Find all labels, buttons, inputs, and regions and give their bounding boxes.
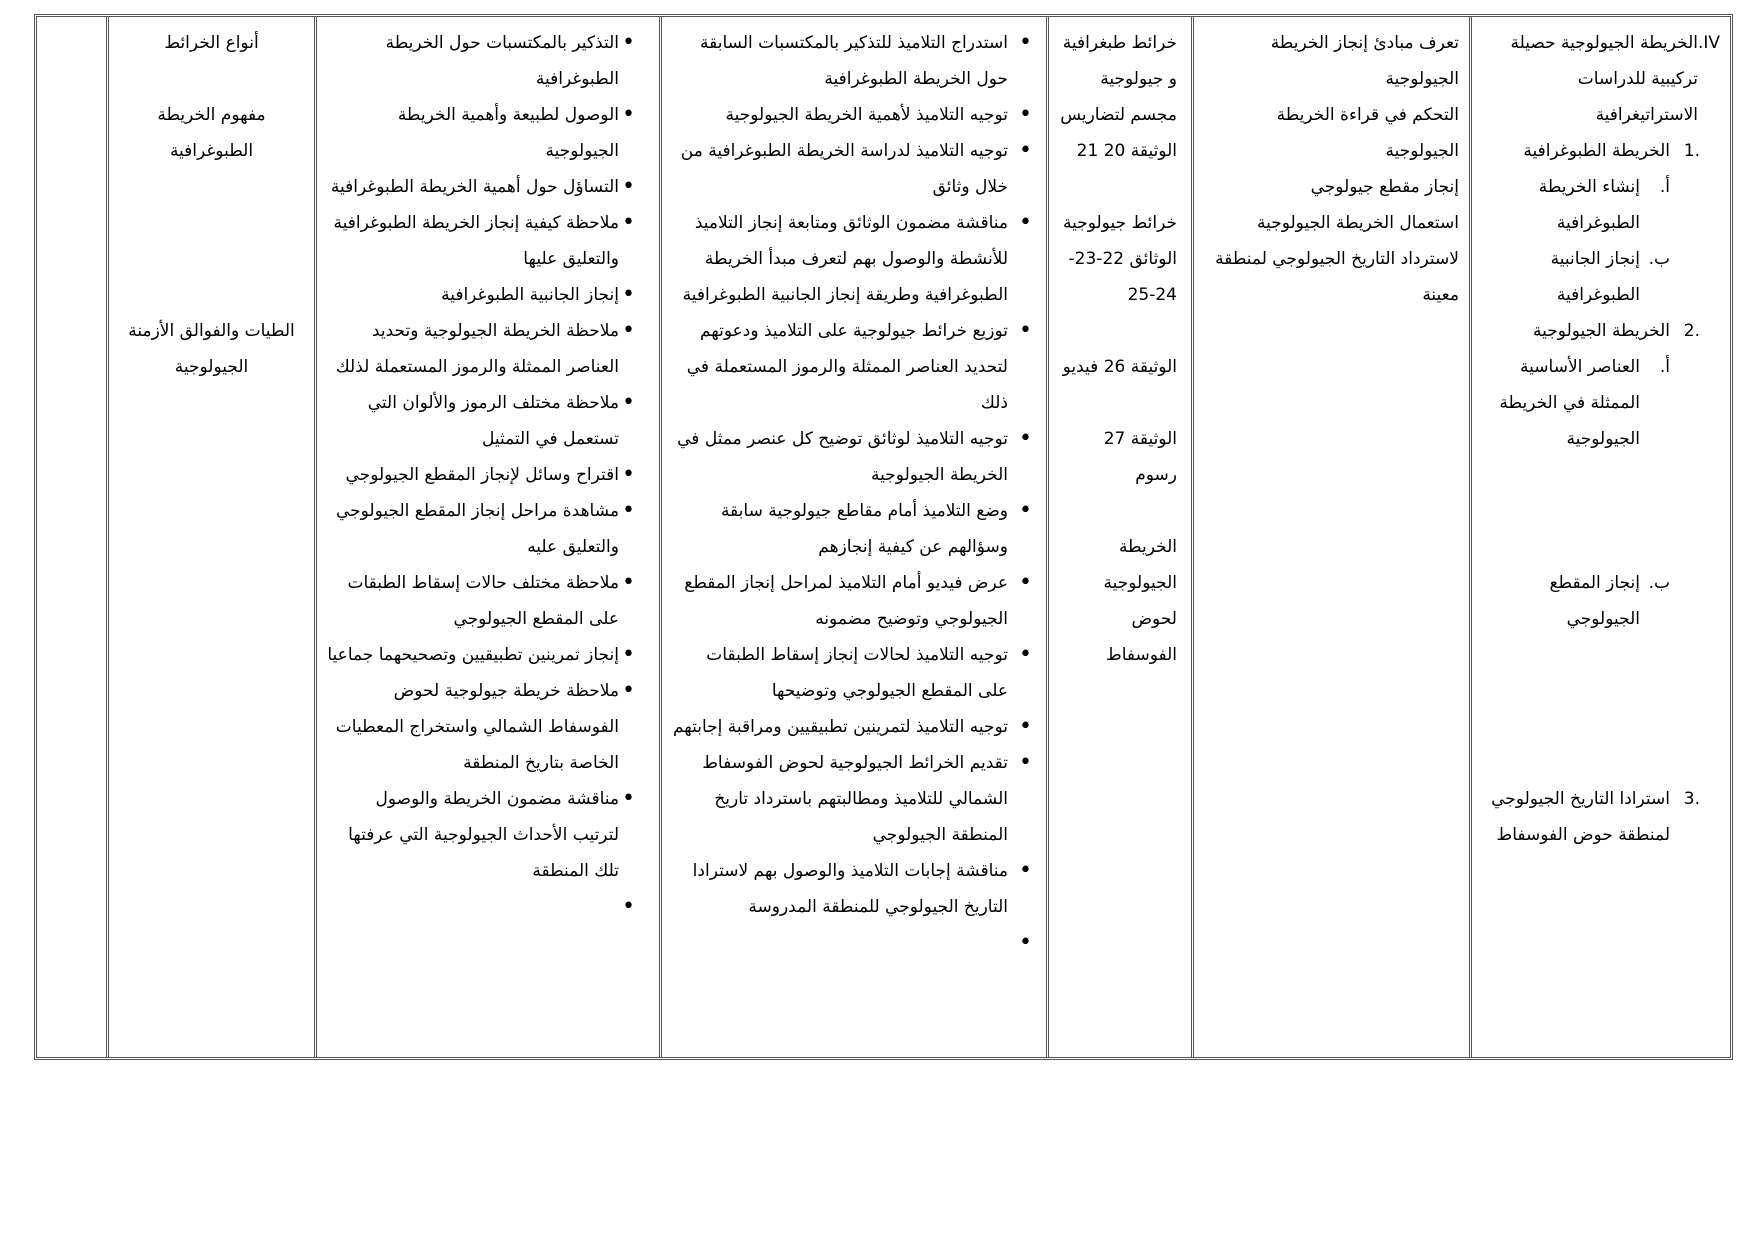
subsection-title: إنجاز المقطع الجيولوجي: [1549, 573, 1640, 629]
goals-cell: [1191, 17, 1469, 1057]
pupil-activity: • ملاحظة مختلف الرموز والألوان التي تستعمل في التمثيل: [327, 385, 649, 457]
pupil-activity: • اقتراح وسائل لإنجاز المقطع الجيولوجي: [327, 457, 649, 493]
subsection-letter: ب.: [1648, 249, 1670, 269]
section-title: استرادا التاريخ الجيولوجي لمنطقة حوض الفوسفاط: [1491, 789, 1670, 845]
subsection-letter: أ.: [1659, 357, 1670, 377]
section-number: .1: [1683, 141, 1700, 161]
media-item: خرائط جيولوجية الوثائق 22-23-24-25: [1062, 213, 1177, 305]
section-title: الخريطة الجيولوجية: [1533, 321, 1670, 341]
topic-main: [1482, 25, 1720, 133]
concept-item: أنواع الخرائط: [164, 33, 259, 53]
media-item: الخريطة الجيولوجية لحوض الفوسفاط: [1103, 537, 1177, 665]
teacher-activity: • توجيه التلاميذ لأهمية الخريطة الجيولوجية: [672, 97, 1036, 133]
lesson-plan-table: [37, 17, 1730, 1057]
section-number: .3: [1683, 789, 1700, 809]
topic-main-title: الخريطة الجيولوجية حصيلة تركيبية للدراسات الاستراتيغرافية: [1510, 33, 1698, 125]
media-item: الوثيقة 27 رسوم: [1103, 429, 1177, 485]
pupil-activity: • مشاهدة مراحل إنجاز المقطع الجيولوجي والتعليق عليه: [327, 493, 649, 565]
teacher-activity: • مناقشة مضمون الوثائق ومتابعة إنجاز التلاميذ للأنشطة والوصول بهم لتعرف مبدأ الخريطة الطبوغرافية وطريقة إنجاز الجانبية الطبوغرافية: [672, 205, 1036, 313]
topic-cell: [1469, 17, 1730, 1057]
teacher-activities-cell: [659, 17, 1046, 1057]
teacher-activity: • توجيه التلاميذ لدراسة الخريطة الطبوغرافية من خلال وثائق: [672, 133, 1036, 205]
subsection-title: إنجاز الجانبية الطبوغرافية: [1550, 249, 1640, 305]
media-item: الوثيقة 26 فيديو: [1062, 357, 1177, 377]
topic-section-2: [1482, 313, 1720, 349]
concepts-cell: [106, 17, 314, 1057]
topic-section-1: [1482, 133, 1720, 169]
lesson-row: [37, 17, 1730, 1057]
pupil-activity: • ملاحظة كيفية إنجاز الخريطة الطبوغرافية والتعليق عليها: [327, 205, 649, 277]
teacher-activity: • توجيه التلاميذ لحالات إنجاز إسقاط الطبقات على المقطع الجيولوجي وتوضيحها: [672, 637, 1036, 709]
pupil-activity: • التساؤل حول أهمية الخريطة الطبوغرافية: [327, 169, 649, 205]
media-cell: [1046, 17, 1191, 1057]
teacher-activity: • تقديم الخرائط الجيولوجية لحوض الفوسفاط الشمالي للتلاميذ ومطالبتهم باسترداد تاريخ المنطقة الجيولوجي: [672, 745, 1036, 853]
topic-section-2a: [1482, 349, 1720, 457]
teacher-activity: • توجيه التلاميذ لتمرينين تطبيقيين ومراقبة إجابتهم: [672, 709, 1036, 745]
goal-item: التحكم في قراءة الخريطة الجيولوجية: [1276, 105, 1459, 161]
section-number: .2: [1683, 321, 1700, 341]
teacher-activity: • استدراج التلاميذ للتذكير بالمكتسبات السابقة حول الخريطة الطبوغرافية: [672, 25, 1036, 97]
teacher-activity: • مناقشة إجابات التلاميذ والوصول بهم لاسترادا التاريخ الجيولوجي للمنطقة المدروسة: [672, 853, 1036, 925]
pupil-activity: • مناقشة مضمون الخريطة والوصول لترتيب الأحداث الجيولوجية التي عرفتها تلك المنطقة: [327, 781, 649, 889]
subsection-letter: أ.: [1659, 177, 1670, 197]
concept-item: الطيات والفوالق الأزمنة الجيولوجية: [128, 321, 295, 377]
topic-section-1a: [1482, 169, 1720, 241]
media-item: خرائط طبغرافية و جيولوجية مجسم لتضاريس الوثيقة 20 21: [1060, 33, 1177, 161]
goal-item: إنجاز مقطع جيولوجي: [1310, 177, 1459, 197]
topic-section-2b: [1482, 565, 1720, 637]
teacher-activity: • عرض فيديو أمام التلاميذ لمراحل إنجاز المقطع الجيولوجي وتوضيح مضمونه: [672, 565, 1036, 637]
subsection-title: العناصر الأساسية الممثلة في الخريطة الجيولوجية: [1499, 357, 1640, 449]
pupil-activities-cell: [314, 17, 659, 1057]
pupil-activity-empty: [327, 889, 649, 925]
lesson-table-frame: [34, 14, 1733, 1060]
pupil-activities-list: [327, 25, 649, 925]
topic-section-3: [1482, 781, 1720, 853]
goal-item: استعمال الخريطة الجيولوجية لاسترداد التاريخ الجيولوجي لمنطقة معينة: [1215, 213, 1459, 305]
subsection-letter: ب.: [1648, 573, 1670, 593]
topic-section-1b: [1482, 241, 1720, 313]
topic-main-number: IV.: [1697, 33, 1720, 53]
concept-item: مفهوم الخريطة الطبوغرافية: [157, 105, 266, 161]
pupil-activity: • ملاحظة خريطة جيولوجية لحوض الفوسفاط الشمالي واستخراج المعطيات الخاصة بتاريخ المنطقة: [327, 673, 649, 781]
teacher-activity: • وضع التلاميذ أمام مقاطع جيولوجية سابقة وسؤالهم عن كيفية إنجازهم: [672, 493, 1036, 565]
teacher-activity-empty: [672, 925, 1036, 961]
teacher-activity: • توزيع خرائط جيولوجية على التلاميذ ودعوتهم لتحديد العناصر الممثلة والرموز المستعملة في ذلك: [672, 313, 1036, 421]
section-title: الخريطة الطبوغرافية: [1523, 141, 1670, 161]
goal-item: تعرف مبادئ إنجاز الخريطة الجيولوجية: [1270, 33, 1459, 89]
pupil-activity: • ملاحظة الخريطة الجيولوجية وتحديد العناصر الممثلة والرموز المستعملة لذلك: [327, 313, 649, 385]
pupil-activity: • التذكير بالمكتسبات حول الخريطة الطبوغرافية: [327, 25, 649, 97]
pupil-activity: • الوصول لطبيعة وأهمية الخريطة الجيولوجية: [327, 97, 649, 169]
pupil-activity: • إنجاز تمرينين تطبيقيين وتصحيحهما جماعيا: [327, 637, 649, 673]
teacher-activities-list: [672, 25, 1036, 961]
pupil-activity: • ملاحظة مختلف حالات إسقاط الطبقات على المقطع الجيولوجي: [327, 565, 649, 637]
empty-cell: [37, 17, 106, 1057]
pupil-activity: • إنجاز الجانبية الطبوغرافية: [327, 277, 649, 313]
teacher-activity: • توجيه التلاميذ لوثائق توضيح كل عنصر ممثل في الخريطة الجيولوجية: [672, 421, 1036, 493]
subsection-title: إنشاء الخريطة الطبوغرافية: [1538, 177, 1640, 233]
